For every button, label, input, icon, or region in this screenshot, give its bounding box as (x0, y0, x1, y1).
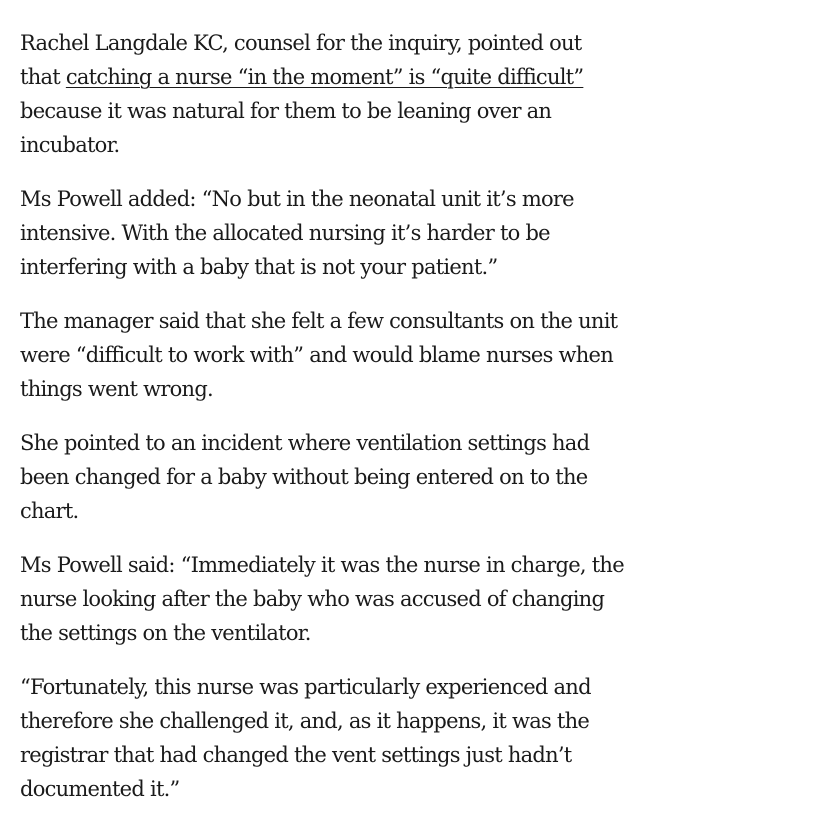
paragraph-4 (20, 426, 700, 528)
paragraph-2 (20, 182, 700, 284)
text-line: documented it.” (20, 777, 180, 801)
text-line: the settings on the ventilator. (20, 621, 311, 645)
text-line: “Fortunately, this nurse was particularly experienced and (20, 675, 591, 699)
text-line: nurse looking after the baby who was accused of changing (20, 587, 605, 611)
text-line (20, 60, 700, 94)
paragraph-1 (20, 26, 700, 162)
text-line: things went wrong. (20, 377, 213, 401)
text-line: She pointed to an incident where ventilation settings had (20, 431, 590, 455)
text-line: The manager said that she felt a few consultants on the unit (20, 309, 618, 333)
paragraph-6 (20, 670, 700, 806)
text-line: been changed for a baby without being entered on to the (20, 465, 588, 489)
text-line: chart. (20, 499, 79, 523)
paragraph-3 (20, 304, 700, 406)
text-line: therefore she challenged it, and, as it happens, it was the (20, 709, 590, 733)
text-line: Ms Powell said: “Immediately it was the nurse in charge, the (20, 553, 624, 577)
text-line: incubator. (20, 133, 120, 157)
article-body (20, 26, 700, 826)
text-line: registrar that had changed the vent settings just hadn’t (20, 743, 572, 767)
inline-article-link[interactable]: catching a nurse “in the moment” is “quite difficult” (65, 65, 584, 89)
text-line: Rachel Langdale KC, counsel for the inquiry, pointed out (20, 31, 582, 55)
text-fragment: that (20, 65, 66, 89)
text-line: were “difficult to work with” and would blame nurses when (20, 343, 613, 367)
text-line: Ms Powell added: “No but in the neonatal unit it’s more (20, 187, 574, 211)
text-line: interfering with a baby that is not your patient.” (20, 255, 498, 279)
paragraph-5 (20, 548, 700, 650)
text-line: intensive. With the allocated nursing it’s harder to be (20, 221, 550, 245)
text-line: because it was natural for them to be leaning over an (20, 99, 552, 123)
